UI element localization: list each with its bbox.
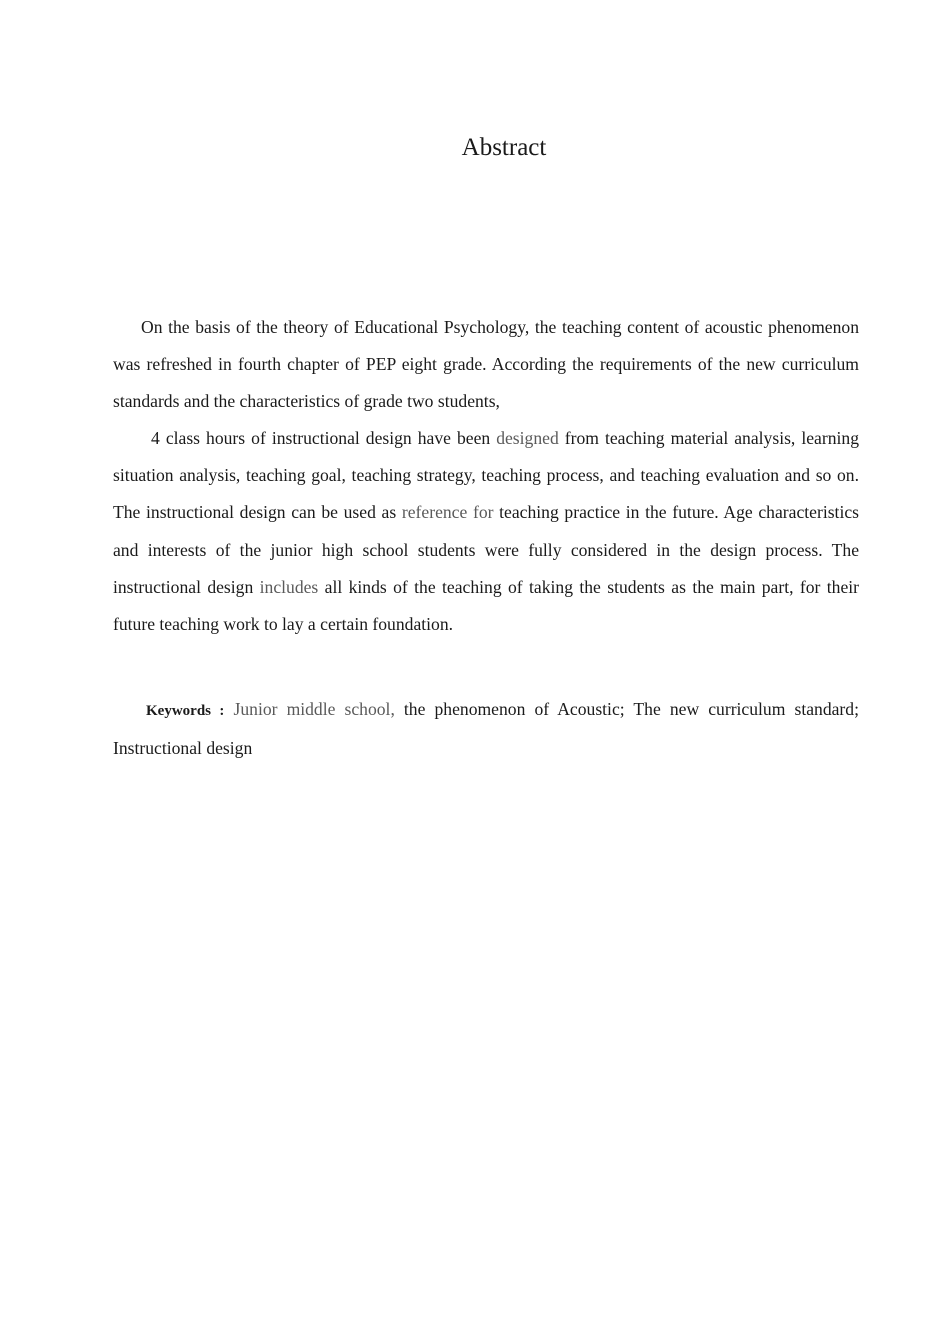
paragraph-2-text-1: 4 class hours of instructional design have been [151, 428, 497, 448]
paragraph-2-text-2: from teaching material analysis, learning situation analysis, teaching goal, teaching strategy, teaching process, and teaching evaluation and so on. The instructional design can be used as [113, 428, 859, 523]
paragraph-2-text-4: all kinds of the teaching of taking the students as the main part, for their future teaching work to lay a certain foundation. [113, 576, 859, 635]
paragraph-2-highlight-reference: reference for [401, 502, 494, 523]
keywords-list: the phenomenon of Acoustic; The new curriculum standard; Instructional design [113, 699, 859, 759]
page-title: Abstract [461, 134, 547, 161]
paragraph-2-highlight-designed: designed [496, 428, 559, 448]
paragraph-2-highlight-includes: includes [259, 576, 319, 597]
keywords-section [113, 691, 859, 767]
abstract-paragraph-2 [113, 420, 859, 643]
keywords-label: Keywords : [146, 703, 225, 719]
keywords-highlight: Junior middle school, [233, 699, 395, 719]
paragraph-2-text-3: teaching practice in the future. Age characteristics and interests of the junior high school students were fully considered in the design process. The instructional design [113, 502, 859, 597]
abstract-paragraph-1: On the basis of the theory of Educational Psychology, the teaching content of acoustic phenomenon was refreshed in fourth chapter of PEP eight grade. According the requirements of the new curriculum standards and the characteristics of grade two students, [113, 317, 859, 412]
